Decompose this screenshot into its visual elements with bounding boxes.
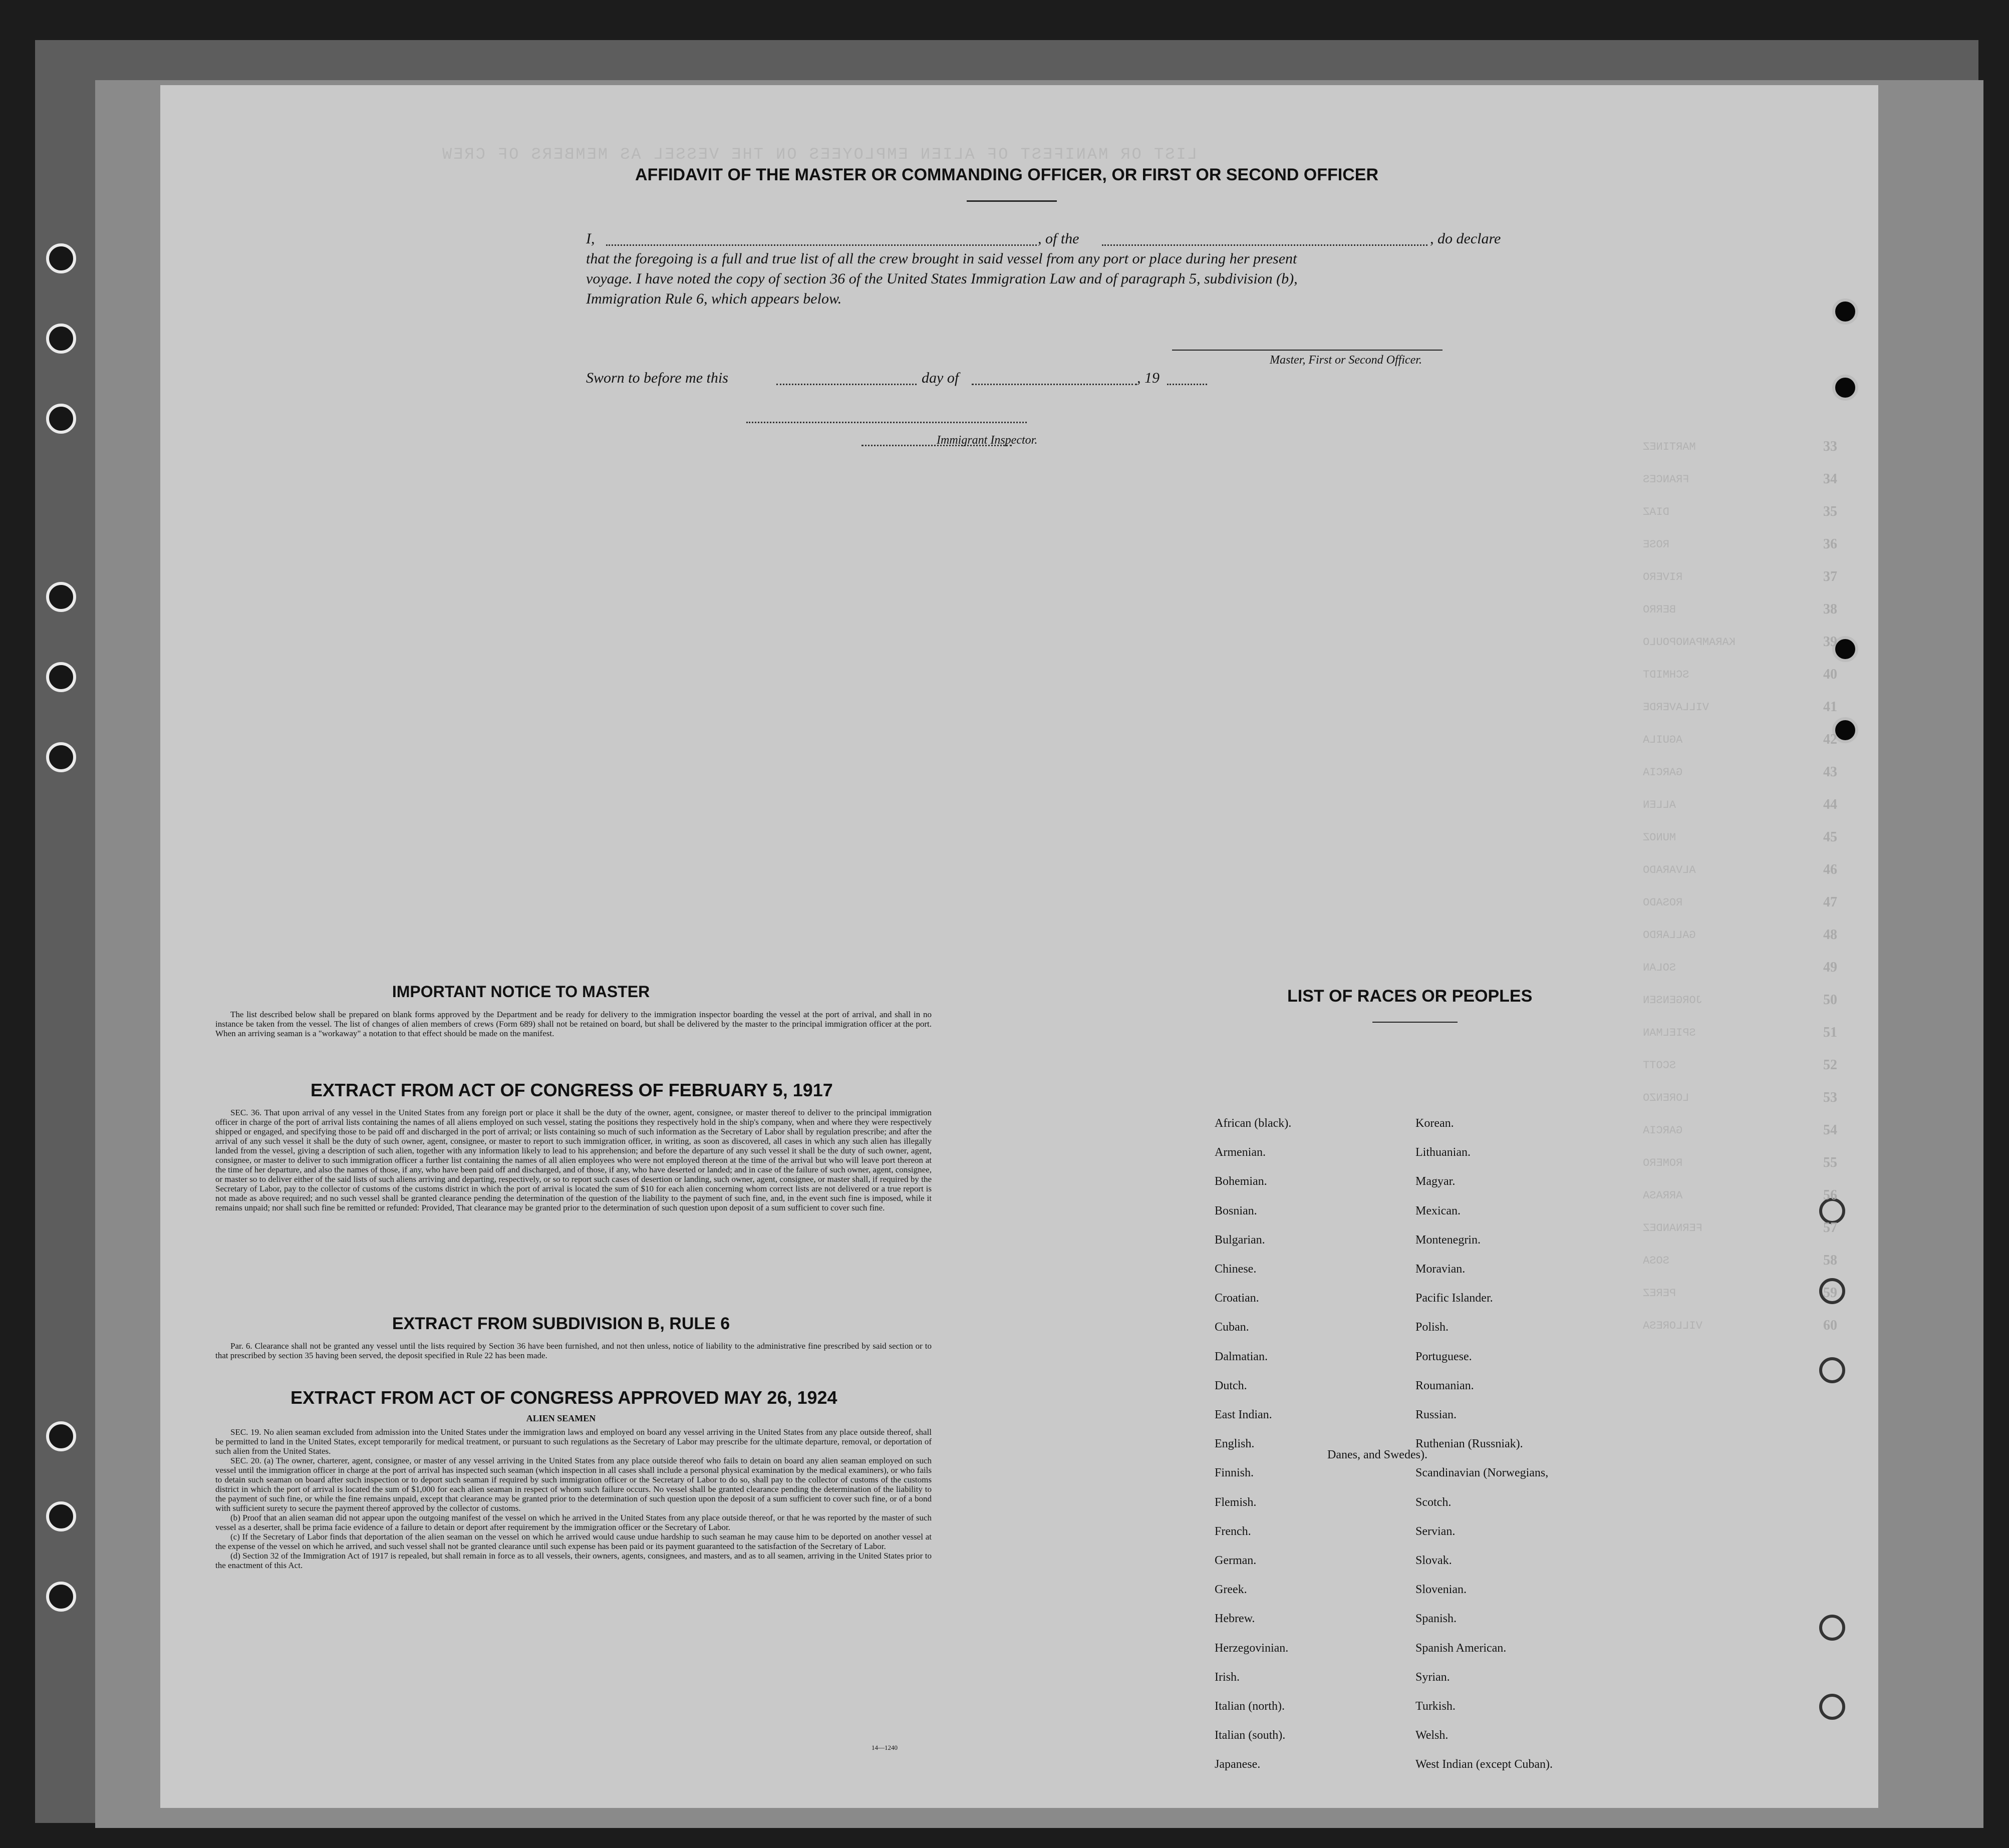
race-item: Slovenian. xyxy=(1415,1583,1467,1597)
bleed-row-number: 41 xyxy=(1823,699,1837,715)
race-item: Bohemian. xyxy=(1215,1175,1267,1188)
bleed-row-number: 35 xyxy=(1823,504,1837,519)
bleed-row-number: 48 xyxy=(1823,927,1837,943)
race-item: Dalmatian. xyxy=(1215,1350,1268,1363)
races-title: LIST OF RACES OR PEOPLES xyxy=(1287,987,1533,1006)
bleed-row-surname: ROSE xyxy=(1643,538,1669,551)
race-item: West Indian (except Cuban). xyxy=(1415,1758,1553,1771)
bleed-row-surname: PEREZ xyxy=(1643,1287,1676,1300)
race-item: Cuban. xyxy=(1215,1321,1249,1334)
race-item: Ruthenian (Russniak). xyxy=(1415,1437,1523,1451)
manifest-page xyxy=(160,85,1878,1808)
bleed-row-surname: FERNANDEZ xyxy=(1643,1222,1702,1235)
race-item: Moravian. xyxy=(1415,1263,1466,1276)
binder-hole xyxy=(46,1582,76,1612)
affidavit-body-2: voyage. I have noted the copy of section 36 of the United States Immigration Law and of paragraph 5, subdivision (b), xyxy=(586,270,1298,287)
race-item: Welsh. xyxy=(1415,1729,1449,1742)
master-signature-line[interactable] xyxy=(1172,350,1443,351)
bleed-row-surname: SOSA xyxy=(1643,1255,1669,1267)
bleed-row-number: 42 xyxy=(1823,732,1837,747)
bleed-row-surname: DIAZ xyxy=(1643,506,1669,518)
extract-1924-text: SEC. 19. No alien seaman excluded from admission into the United States under the immigration laws and employed on board any vessel arriving in the United States from any place outside thereof, shall be permitted to land in the United States, except temporarily for medical treatment, or pursuant to such regulations as the Secretary of Labor may prescribe for the ultimate departure, removal, or deportation of such alien from the United States. SEC. 20. (a) The owner, charterer, agent, consignee, or master of any vessel arriving in the United States from any place outside thereof who fails to detain on board any alien seaman employed on such vessel until the immigration officer in charge at the port of arrival has inspected such seaman (which inspection in all cases shall include a personal physical examination by the medical examiners), or who fails to detain such seaman on board after such inspection or to deport such seaman if required by such immigration officer or the Secretary of Labor to do so, shall pay to the collector of customs of the customs district in which the port of arrival is located the sum of $1,000 for each alien seaman in respect of whom such failure occurs. No vessel shall be granted clearance pending the determination of the liability to the payment of such fine, or while the fine remains unpaid, except that clearance may be granted prior to the determination of such question upon the deposit of a sum sufficient to cover such fine, or of a bond with sufficient surety to secure the payment thereof approved by the collector of customs. (b) Proof that an alien seaman did not appear upon the outgoing manifest of the vessel on which he arrived in the United States from any place outside thereof, or that he was reported by the master of such vessel as a deserter, shall be prima facie evidence of a failure to detain or deport after requirement by the immigration officer or the Secretary of Labor. (c) If the Secretary of Labor finds that deportation of the alien seaman on the vessel on which he arrived would cause undue hardship to such seaman he may cause him to be deported on another vessel at the expense of the vessel on which he arrived, and such vessel shall not be granted clearance until such expense has been paid or its payment guaranteed to the satisfaction of the Secretary of Labor. (d) Section 32 of the Immigration Act of 1917 is repealed, but shall remain in force as to all vessels, their owners, agents, consignees, and masters, and as to all seamen, arriving in the United States prior to the enactment of this Act. xyxy=(215,1427,932,1570)
binder-hole xyxy=(46,582,76,612)
race-item: Greek. xyxy=(1215,1583,1247,1597)
race-item: Chinese. xyxy=(1215,1263,1257,1276)
race-item: African (black). xyxy=(1215,1117,1292,1130)
bleed-row-surname: ROSADO xyxy=(1643,896,1683,909)
form-number: 14—1240 xyxy=(872,1744,898,1751)
affidavit-declare: , do declare xyxy=(1430,230,1501,247)
bleed-row-number: 52 xyxy=(1823,1057,1837,1073)
race-item: Croatian. xyxy=(1215,1292,1259,1305)
bleed-row-number: 53 xyxy=(1823,1090,1837,1105)
binder-hole xyxy=(1819,1615,1845,1641)
race-item: Spanish American. xyxy=(1415,1641,1507,1655)
bleed-through-header: LIST OR MANIFEST OF ALIEN EMPLOYEES ON THE VESSEL AS MEMBERS OF CREW xyxy=(441,145,1197,164)
bleed-row-surname: GARCIA xyxy=(1643,766,1683,779)
race-item: Italian (south). xyxy=(1215,1729,1286,1742)
race-item: Montenegrin. xyxy=(1415,1233,1481,1247)
bleed-row-surname: MUNOZ xyxy=(1643,831,1676,844)
race-item: Lithuanian. xyxy=(1415,1146,1471,1159)
bleed-row-surname: SPIELMAN xyxy=(1643,1027,1696,1039)
bleed-row-number: 38 xyxy=(1823,601,1837,617)
bleed-row-number: 51 xyxy=(1823,1025,1837,1040)
extract-1917-title: EXTRACT FROM ACT OF CONGRESS OF FEBRUARY 5, 1917 xyxy=(311,1080,833,1100)
race-item: French. xyxy=(1215,1524,1251,1538)
race-item: Italian (north). xyxy=(1215,1700,1285,1713)
bleed-row-surname: BERRO xyxy=(1643,603,1676,616)
bleed-row-number: 39 xyxy=(1823,634,1837,650)
bleed-row-surname: RIVERO xyxy=(1643,571,1683,583)
race-item: Syrian. xyxy=(1415,1670,1450,1684)
sworn-month-blank[interactable] xyxy=(972,384,1137,385)
race-item: East Indian. xyxy=(1215,1408,1272,1421)
bleed-row-surname: ALLEN xyxy=(1643,799,1676,811)
bleed-row-number: 34 xyxy=(1823,471,1837,487)
races-rule xyxy=(1372,1022,1458,1023)
race-item: Hebrew. xyxy=(1215,1612,1255,1626)
bleed-row-number: 40 xyxy=(1823,667,1837,682)
binder-hole xyxy=(1832,298,1858,325)
bleed-row-number: 55 xyxy=(1823,1155,1837,1170)
affidavit-i: I, xyxy=(586,230,595,247)
race-item: Irish. xyxy=(1215,1670,1240,1684)
race-item: Servian. xyxy=(1415,1524,1456,1538)
sworn-day-blank[interactable] xyxy=(776,384,917,385)
binder-hole xyxy=(1819,1357,1845,1383)
bleed-row-number: 59 xyxy=(1823,1285,1837,1301)
bleed-row-surname: FRANCES xyxy=(1643,473,1689,486)
race-item: Scotch. xyxy=(1415,1495,1452,1509)
race-item: Mexican. xyxy=(1415,1204,1461,1217)
bleed-row-surname: SCOTT xyxy=(1643,1059,1676,1072)
bleed-row-number: 44 xyxy=(1823,797,1837,812)
bleed-row-number: 57 xyxy=(1823,1220,1837,1236)
bleed-row-number: 47 xyxy=(1823,894,1837,910)
race-item: Japanese. xyxy=(1215,1758,1261,1771)
bleed-row-surname: LORENZO xyxy=(1643,1092,1689,1104)
bleed-row-surname: VILLAVERDE xyxy=(1643,701,1709,714)
affidavit-of-the: , of the xyxy=(1038,230,1079,247)
extract-rule6-title: EXTRACT FROM SUBDIVISION B, RULE 6 xyxy=(392,1314,730,1333)
race-item: Slovak. xyxy=(1415,1554,1452,1567)
inspector-signature-line[interactable] xyxy=(746,422,1027,423)
bleed-row-number: 33 xyxy=(1823,439,1837,454)
race-scandinavian-cont: Danes, and Swedes). xyxy=(1327,1448,1427,1461)
race-item: German. xyxy=(1215,1554,1257,1567)
race-item: Dutch. xyxy=(1215,1379,1247,1392)
bleed-row-number: 56 xyxy=(1823,1187,1837,1203)
race-item: Polish. xyxy=(1415,1321,1449,1334)
race-item: Scandinavian (Norwegians, xyxy=(1415,1466,1549,1480)
bleed-row-surname: ROMERO xyxy=(1643,1157,1683,1169)
binder-hole xyxy=(46,662,76,692)
bleed-row-surname: ARRASA xyxy=(1643,1189,1683,1202)
race-item: English. xyxy=(1215,1437,1255,1451)
name-blank[interactable] xyxy=(606,244,1037,246)
binder-hole xyxy=(46,742,76,772)
race-item: Magyar. xyxy=(1415,1175,1456,1188)
sworn-start: Sworn to before me this xyxy=(586,370,728,386)
extract-1917-text: SEC. 36. That upon arrival of any vessel in the United States from any foreign port or place it shall be the duty of the owner, agent, consignee, or master thereof to deliver to the principal immigration officer in charge of the port of arrival lists containing the names of all aliens employed on such vessel, stating the positions they respectively hold in the ship's company, when and where they were respectively shipped or engaged, and specifying those to be paid off and discharged in the port of arrival; or lists containing so much of such information as the Secretary of Labor shall by regulation prescribe; and after the arrival of any such vessel it shall be the duty of such owner, agent, consignee, or master to report to such immigration officer, in writing, as soon as discovered, all cases in which any such alien has illegally landed from the vessel, giving a description of such alien, together with any information likely to lead to his apprehension; and before the departure of any such vessel it shall be the duty of such owner, agent, consignee, or master to deliver to such immigration officer a further list containing the names of all alien employees who were not employed thereon at the time of the arrival but who will leave port thereon at the time of her departure, and also the names of those, if any, who have been paid off and discharged, and of those, if any, who have deserted or landed; and in case of the failure of such owner, agent, consignee, or master so to deliver either of the said lists of such aliens arriving and departing, respectively, or so to report such cases of desertion or landing, such owner, agent, consignee, or master shall, if required by the Secretary of Labor, pay to the collector of customs of the customs district in which the port of arrival is located the sum of $10 for each alien concerning whom correct lists are not delivered or a true report is not made as above required; and no such vessel shall be granted clearance pending the determination of the question of the liability to the payment of such fine, and, in the event such fine is imposed, while it remains unpaid; nor shall such fine be remitted or refunded: Provided, That clearance may be granted prior to the determination of such question upon deposit of a sum sufficient to cover such fine. xyxy=(215,1108,932,1212)
binder-hole xyxy=(46,404,76,434)
master-label: Master, First or Second Officer. xyxy=(1270,354,1422,367)
bleed-row-surname: MARTINEZ xyxy=(1643,441,1696,453)
notice-text: The list described below shall be prepared on blank forms approved by the Department and be ready for delivery to the immigration inspector boarding the vessel at the port of arrival, and shall in no instance be taken from the vessel. The list of changes of alien members of crews (Form 689) shall not be retained on board, but shall be delivered by the master to the principal immigration officer at the port. When an arriving seaman is a "workaway" a notation to that effect should be made on the manifest. xyxy=(215,1010,932,1038)
race-item: Pacific Islander. xyxy=(1415,1292,1493,1305)
binder-hole xyxy=(1819,1694,1845,1720)
binder-hole xyxy=(46,1421,76,1451)
extract-rule6-text: Par. 6. Clearance shall not be granted any vessel until the lists required by Section 36 have been furnished, and not then unless, notice of liability to the administrative fine prescribed by said section or to that prescribed by section 35 having been served, the deposit specified in Rule 22 has been made. xyxy=(215,1341,932,1360)
extract-1924-title: EXTRACT FROM ACT OF CONGRESS APPROVED MAY 26, 1924 xyxy=(291,1387,837,1408)
sworn-year: , 19 xyxy=(1137,370,1160,386)
race-item: Roumanian. xyxy=(1415,1379,1474,1392)
bleed-row-number: 37 xyxy=(1823,569,1837,584)
race-item: Bulgarian. xyxy=(1215,1233,1265,1247)
bleed-row-number: 60 xyxy=(1823,1318,1837,1333)
alien-seamen-subtitle: ALIEN SEAMEN xyxy=(526,1413,596,1423)
race-item: Finnish. xyxy=(1215,1466,1254,1480)
bleed-row-surname: ALVARADO xyxy=(1643,864,1696,876)
bleed-row-number: 45 xyxy=(1823,829,1837,845)
bleed-row-surname: GALLARDO xyxy=(1643,929,1696,942)
bleed-row-number: 50 xyxy=(1823,992,1837,1008)
binder-hole xyxy=(1832,375,1858,401)
bleed-row-number: 43 xyxy=(1823,764,1837,780)
affidavit-body-3: Immigration Rule 6, which appears below. xyxy=(586,290,842,307)
title-rule xyxy=(967,200,1057,202)
bleed-row-surname: GARCIA xyxy=(1643,1124,1683,1137)
notice-title: IMPORTANT NOTICE TO MASTER xyxy=(392,983,650,1001)
race-item: Armenian. xyxy=(1215,1146,1266,1159)
bleed-row-surname: SOLAN xyxy=(1643,962,1676,974)
race-item: Spanish. xyxy=(1415,1612,1457,1626)
race-item: Korean. xyxy=(1415,1117,1454,1130)
bleed-row-surname: VILLORESA xyxy=(1643,1320,1702,1332)
bleed-row-surname: SCHMIDT xyxy=(1643,669,1689,681)
bleed-row-number: 54 xyxy=(1823,1122,1837,1138)
race-item: Flemish. xyxy=(1215,1495,1257,1509)
binder-hole xyxy=(46,324,76,354)
bleed-row-number: 36 xyxy=(1823,536,1837,552)
bleed-row-surname: JORGENSEN xyxy=(1643,994,1702,1007)
bleed-row-number: 49 xyxy=(1823,960,1837,975)
binder-hole xyxy=(46,1501,76,1531)
binder-hole xyxy=(46,243,76,273)
inspector-label: Immigrant Inspector. xyxy=(937,434,1038,447)
bleed-row-surname: KARAMPANOPOULO xyxy=(1643,636,1736,649)
vessel-blank[interactable] xyxy=(1102,244,1427,246)
sworn-day-of: day of xyxy=(922,370,959,386)
race-item: Turkish. xyxy=(1415,1700,1456,1713)
race-item: Russian. xyxy=(1415,1408,1457,1421)
race-item: Portuguese. xyxy=(1415,1350,1472,1363)
bleed-row-number: 46 xyxy=(1823,862,1837,877)
affidavit-title: AFFIDAVIT OF THE MASTER OR COMMANDING OFFICER, OR FIRST OR SECOND OFFICER xyxy=(635,165,1378,184)
race-item: Herzegovinian. xyxy=(1215,1641,1289,1655)
bleed-row-surname: AGUILA xyxy=(1643,734,1683,746)
sworn-year-blank[interactable] xyxy=(1167,384,1207,385)
affidavit-body-1: that the foregoing is a full and true list of all the crew brought in said vessel from any port or place during her present xyxy=(586,250,1297,267)
bleed-row-number: 58 xyxy=(1823,1253,1837,1268)
race-item: Bosnian. xyxy=(1215,1204,1257,1217)
